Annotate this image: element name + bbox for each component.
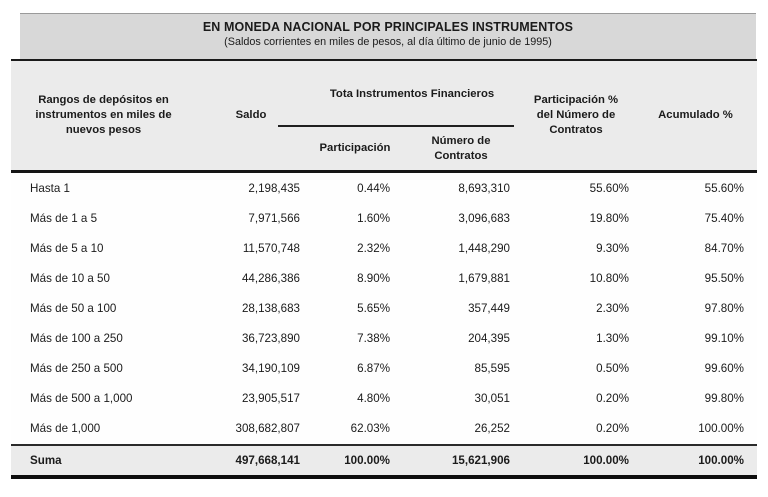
cell-part_num: 0.20% — [596, 392, 629, 406]
cell-saldo: 23,905,517 — [241, 392, 300, 406]
cell-numero: 8,693,310 — [458, 181, 510, 195]
cell-numero: 1,679,881 — [458, 271, 510, 285]
cell-rango: Hasta 1 — [30, 181, 70, 195]
cell-numero: 15,621,906 — [451, 453, 510, 467]
cell-participacion: 1.60% — [357, 211, 390, 225]
cell-part_num: 100.00% — [583, 453, 629, 467]
cell-rango: Más de 250 a 500 — [30, 362, 123, 376]
cell-acumulado: 100.00% — [698, 453, 744, 467]
table-row — [11, 263, 757, 293]
cell-rango: Más de 100 a 250 — [30, 332, 123, 346]
table-body — [11, 173, 757, 444]
header-rangos: Rangos de depósitos en instrumentos en miles de nuevos pesos — [35, 94, 172, 136]
cell-acumulado: 55.60% — [704, 181, 744, 195]
cell-part_num: 9.30% — [596, 241, 629, 255]
header-numero-contratos: Número de Contratos — [431, 134, 491, 162]
cell-part_num: 19.80% — [589, 211, 629, 225]
cell-rango: Más de 5 a 10 — [30, 241, 104, 255]
cell-saldo: 497,668,141 — [235, 453, 300, 467]
table-row — [11, 354, 757, 384]
table-row — [11, 323, 757, 353]
cell-numero: 357,449 — [468, 301, 510, 315]
cell-numero: 85,595 — [474, 362, 510, 376]
cell-acumulado: 100.00% — [698, 422, 744, 436]
cell-participacion: 100.00% — [344, 453, 390, 467]
cell-part_num: 10.80% — [589, 271, 629, 285]
cell-saldo: 7,971,566 — [248, 211, 300, 225]
header-group-label: Tota Instrumentos Financieros — [329, 87, 495, 100]
table-subtitle: (Saldos corrientes en miles de pesos, al día último de junio de 1995) — [224, 36, 552, 48]
cell-part_num: 0.50% — [596, 362, 629, 376]
cell-part_num: 1.30% — [596, 332, 629, 346]
table-row — [11, 293, 757, 323]
cell-numero: 30,051 — [474, 392, 510, 406]
cell-acumulado: 97.80% — [704, 301, 744, 315]
cell-participacion: 5.65% — [357, 301, 390, 315]
cell-rango: Más de 10 a 50 — [30, 271, 110, 285]
deposits-table — [11, 13, 757, 479]
table-row — [11, 414, 757, 444]
cell-participacion: 0.44% — [357, 181, 390, 195]
header-participacion: Participación — [319, 142, 391, 155]
table-row — [11, 233, 757, 263]
cell-part_num: 0.20% — [596, 422, 629, 436]
cell-rango: Más de 500 a 1,000 — [30, 392, 133, 406]
cell-acumulado: 99.80% — [704, 392, 744, 406]
cell-numero: 204,395 — [468, 332, 510, 346]
cell-saldo: 36,723,890 — [241, 332, 300, 346]
cell-acumulado: 75.40% — [704, 211, 744, 225]
cell-part_num: 2.30% — [596, 301, 629, 315]
header-acumulado: Acumulado % — [658, 109, 733, 122]
cell-participacion: 4.80% — [357, 392, 390, 406]
cell-rango: Suma — [30, 453, 62, 467]
table-title: EN MONEDA NACIONAL POR PRINCIPALES INSTRUMENTOS — [202, 20, 574, 34]
cell-acumulado: 99.60% — [704, 362, 744, 376]
cell-acumulado: 95.50% — [704, 271, 744, 285]
cell-saldo: 44,286,386 — [241, 271, 300, 285]
cell-saldo: 34,190,109 — [241, 362, 300, 376]
header-group-underline — [278, 125, 514, 127]
cell-saldo: 28,138,683 — [241, 301, 300, 315]
cell-participacion: 2.32% — [357, 241, 390, 255]
cell-participacion: 62.03% — [350, 422, 390, 436]
cell-rango: Más de 1,000 — [30, 422, 101, 436]
cell-acumulado: 84.70% — [704, 241, 744, 255]
total-row — [11, 444, 757, 479]
cell-participacion: 6.87% — [357, 362, 390, 376]
cell-participacion: 8.90% — [357, 271, 390, 285]
cell-rango: Más de 1 a 5 — [30, 211, 98, 225]
cell-participacion: 7.38% — [357, 332, 390, 346]
table-header-row — [11, 61, 757, 173]
cell-saldo: 2,198,435 — [248, 181, 300, 195]
table-row — [11, 173, 757, 203]
table-title-banner — [20, 13, 756, 59]
cell-rango: Más de 50 a 100 — [30, 301, 117, 315]
cell-numero: 1,448,290 — [458, 241, 510, 255]
table-row — [11, 384, 757, 414]
cell-acumulado: 99.10% — [704, 332, 744, 346]
cell-saldo: 11,570,748 — [242, 241, 300, 255]
cell-numero: 26,252 — [474, 422, 510, 436]
header-saldo: Saldo — [235, 109, 267, 122]
header-participacion-numero: Participación % del Número de Contratos — [533, 94, 619, 136]
cell-saldo: 308,682,807 — [235, 422, 300, 436]
cell-numero: 3,096,683 — [458, 211, 510, 225]
cell-part_num: 55.60% — [589, 181, 629, 195]
header-group-instrumentos — [306, 61, 518, 127]
table-row — [11, 203, 757, 233]
